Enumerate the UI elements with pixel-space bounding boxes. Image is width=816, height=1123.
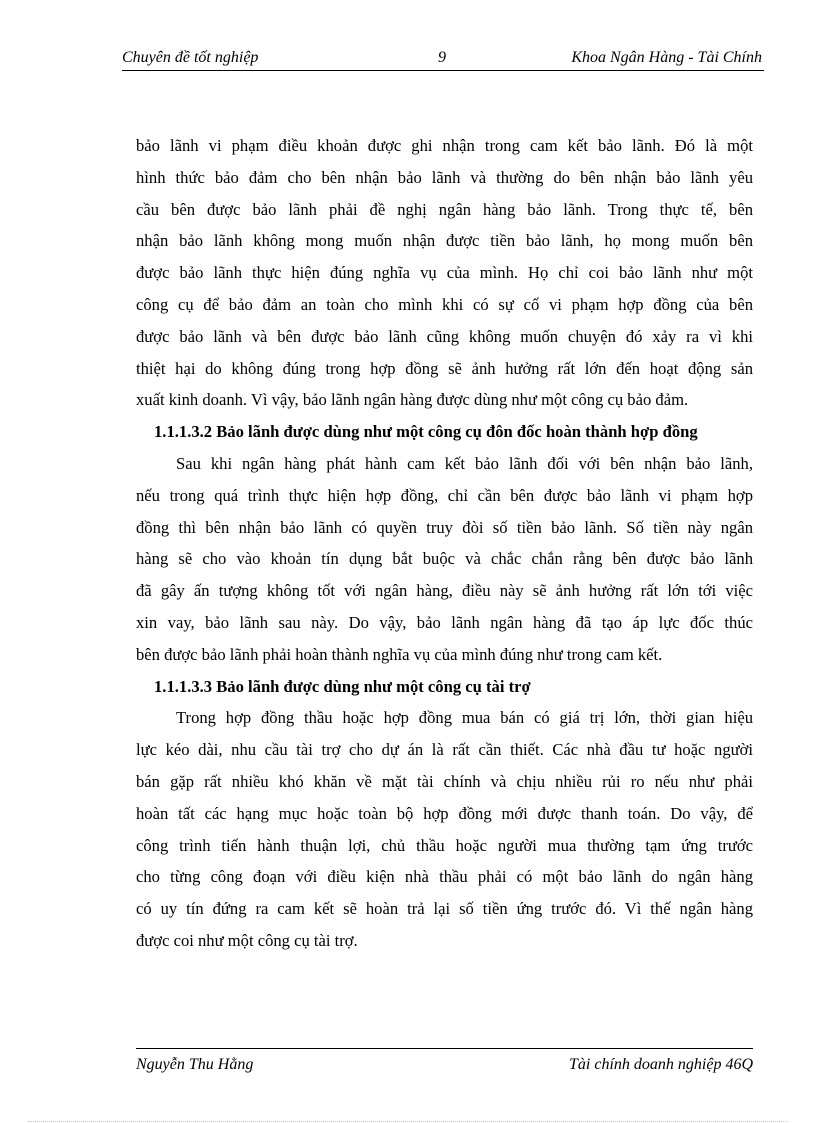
text-line: xin vay, bảo lãnh sau này. Do vậy, bảo lãnh ngân hàng đã tạo áp lực đốc thúc bbox=[136, 612, 753, 632]
paragraph-financing-tool bbox=[136, 702, 753, 956]
text-line: Trong hợp đồng thầu hoặc hợp đồng mua bán có giá trị lớn, thời gian hiệu bbox=[176, 708, 753, 728]
text-line: được bảo lãnh và bên được bảo lãnh cũng không muốn chuyện đó xảy ra vì khi bbox=[136, 326, 753, 346]
text-line: cho từng công đoạn với điều kiện nhà thầu phải có một bảo lãnh do ngân hàng bbox=[136, 867, 753, 887]
text-line: Sau khi ngân hàng phát hành cam kết bảo lãnh đối với bên nhận bảo lãnh, bbox=[176, 453, 753, 473]
text-line: lực kéo dài, nhu cầu tài trợ cho dự án là rất cần thiết. Các nhà đầu tư hoặc người bbox=[136, 740, 753, 760]
text-line: nhận bảo lãnh không mong muốn nhận được tiền bảo lãnh, họ mong muốn bên bbox=[136, 231, 753, 251]
text-line: hoàn tất các hạng mục hoặc toàn bộ hợp đồng mới được thanh toán. Do vậy, để bbox=[136, 803, 753, 823]
text-line: cầu bên được bảo lãnh phải đề nghị ngân hàng bảo lãnh. Trong thực tế, bên bbox=[136, 199, 753, 219]
page-footer bbox=[136, 1048, 753, 1073]
header-faculty: Khoa Ngân Hàng - Tài Chính bbox=[571, 49, 762, 66]
header-document-title: Chuyên đề tốt nghiệp bbox=[122, 49, 259, 66]
text-line: đồng thì bên nhận bảo lãnh có quyền truy đòi số tiền bảo lãnh. Số tiền này ngân bbox=[136, 517, 753, 537]
paragraph-guarantee-security bbox=[136, 130, 753, 416]
footer-class: Tài chính doanh nghiệp 46Q bbox=[569, 1056, 753, 1073]
text-line: nếu trong quá trình thực hiện hợp đồng, chỉ cần bên được bảo lãnh vi phạm hợp bbox=[136, 485, 753, 505]
section-heading-1-1-1-3-2: 1.1.1.3.2 Bảo lãnh được dùng như một công cụ đôn đốc hoàn thành hợp đồng bbox=[154, 422, 698, 442]
text-line: được coi như một công cụ tài trợ. bbox=[136, 930, 358, 950]
page-bottom-edge bbox=[28, 1121, 788, 1122]
text-line: hình thức bảo đảm cho bên nhận bảo lãnh và thường do bên nhận bảo lãnh yêu bbox=[136, 167, 753, 187]
text-line: công cụ để bảo đảm an toàn cho mình khi có sự cố vi phạm hợp đồng của bên bbox=[136, 294, 753, 314]
text-line: bên được bảo lãnh phải hoàn thành nghĩa vụ của mình đúng như trong cam kết. bbox=[136, 644, 663, 664]
text-line: có uy tín đứng ra cam kết sẽ hoàn trả lại số tiền ứng trước đó. Vì thế ngân hàng bbox=[136, 899, 753, 919]
text-line: đã gây ấn tượng không tốt với ngân hàng, điều này sẽ ảnh hưởng rất lớn tới việc bbox=[136, 581, 753, 601]
text-line: xuất kinh doanh. Vì vậy, bảo lãnh ngân hàng được dùng như một công cụ bảo đảm. bbox=[136, 390, 689, 410]
footer-author: Nguyễn Thu Hằng bbox=[136, 1056, 254, 1073]
page-header bbox=[122, 48, 764, 71]
text-line: được bảo lãnh thực hiện đúng nghĩa vụ của mình. Họ chỉ coi bảo lãnh như một bbox=[136, 263, 753, 283]
section-heading-1-1-1-3-3: 1.1.1.3.3 Bảo lãnh được dùng như một công cụ tài trợ bbox=[154, 676, 531, 696]
paragraph-contract-enforcement bbox=[136, 448, 753, 671]
text-line: công trình tiến hành thuận lợi, chủ thầu hoặc người mua thường tạm ứng trước bbox=[136, 835, 753, 855]
document-body bbox=[136, 130, 753, 957]
text-line: thiệt hại do không đúng trong hợp đồng sẽ ảnh hưởng rất lớn đến hoạt động sản bbox=[136, 358, 753, 378]
text-line: hàng sẽ cho vào khoản tín dụng bắt buộc và chắc chắn rằng bên được bảo lãnh bbox=[136, 549, 753, 569]
header-page-number: 9 bbox=[438, 49, 446, 66]
text-line: bảo lãnh vi phạm điều khoản được ghi nhận trong cam kết bảo lãnh. Đó là một bbox=[136, 136, 753, 155]
text-line: bán gặp rất nhiều khó khăn về mặt tài chính và chịu nhiều rủi ro nếu như phải bbox=[136, 771, 753, 791]
